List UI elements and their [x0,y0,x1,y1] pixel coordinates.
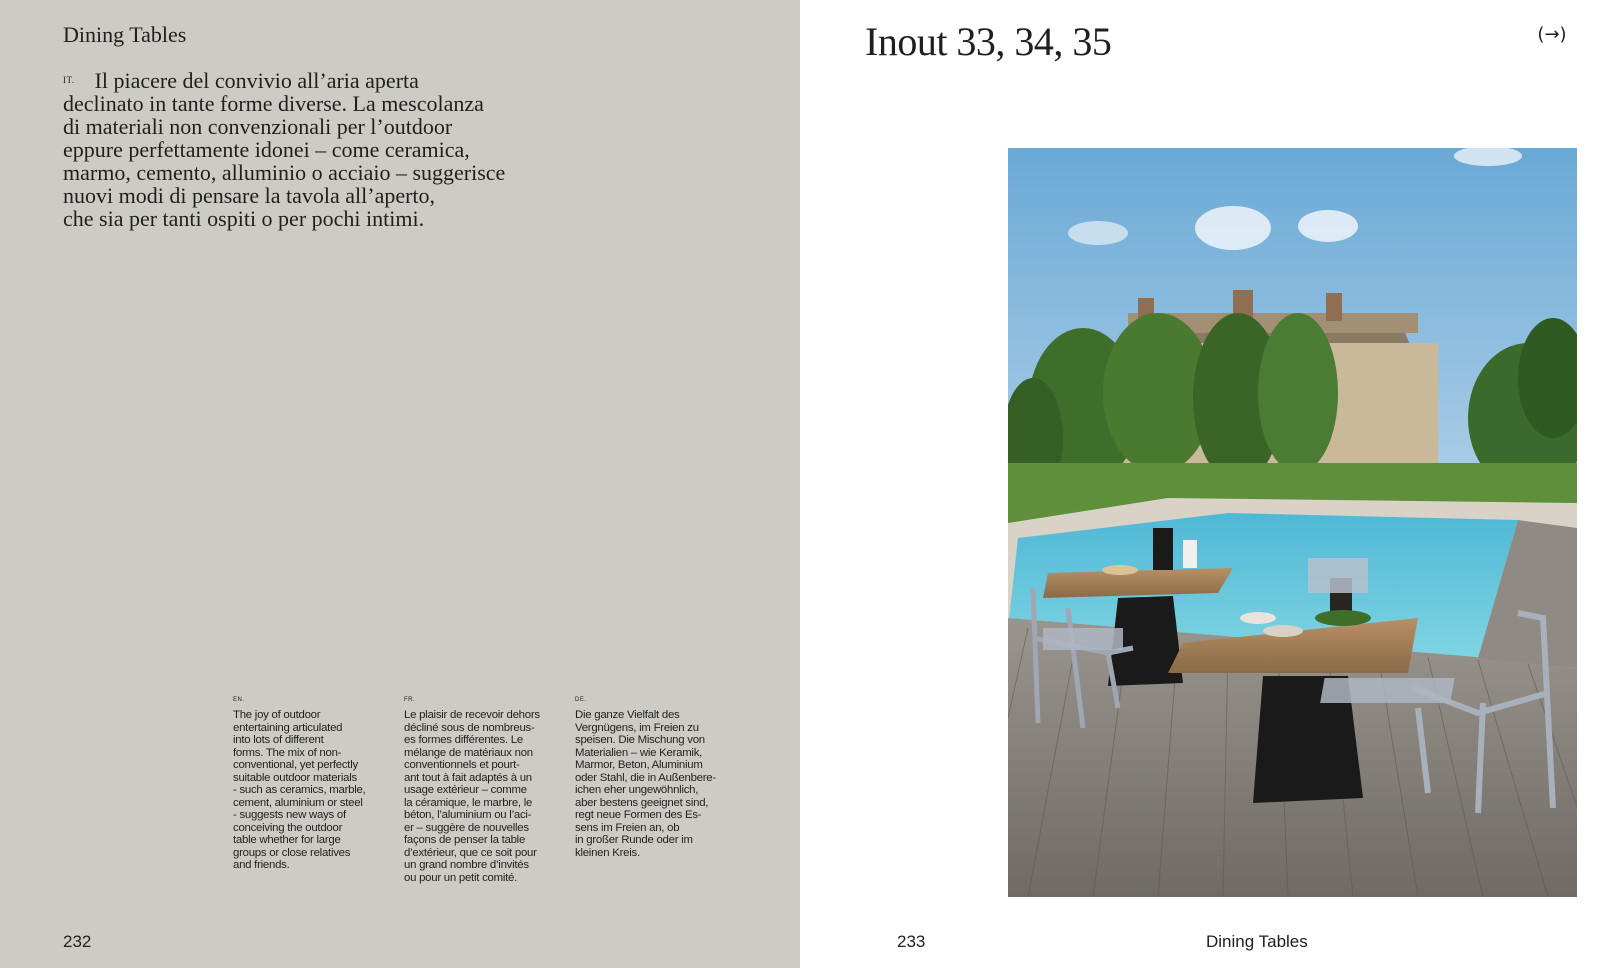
english-column [233,696,398,872]
lang-tag-en: EN. [233,697,245,703]
english-line: into lots of different [233,734,324,746]
german-line: oder Stahl, die in Außenbere- [575,771,716,784]
german-line: regt neue Formen des Es- [575,809,702,821]
italian-line: nuovi modi di pensare la tavola all’aperto, [63,183,436,208]
footer-title: Dining Tables [1206,932,1308,951]
french-line: la céramique, le marbre, le [404,796,533,809]
english-line: table whether for large [233,834,341,846]
next-arrow-icon[interactable]: (→) [1537,24,1567,45]
english-line: entertaining articulated [233,721,343,734]
french-line: es formes différentes. Le [404,734,523,746]
english-line: suitable outdoor materials [233,771,357,784]
german-line: Vergnügens, im Freien zu [575,721,699,734]
italian-paragraph [63,69,583,230]
english-line: forms. The mix of non- [233,746,342,759]
page-number-right: 233 [897,932,926,951]
page-number-left: 232 [63,932,92,951]
french-line: usage extérieur – comme [404,784,527,796]
english-line: - suggests new ways of [233,809,346,821]
french-line: un grand nombre d’invités [404,859,529,871]
german-line: sens im Freien an, ob [575,821,680,834]
product-title: Inout 33, 34, 35 [865,19,1112,64]
italian-line: di materiali non convenzionali per l’outdoor [63,114,453,139]
lang-tag-de: DE. [575,697,587,703]
german-line: in großer Runde oder im [575,834,693,846]
italian-line: eppure perfettamente idonei – come ceramica, [63,137,470,162]
italian-line: $^{IT.}$ Il piacere del convivio all’aria aperta [63,68,419,93]
english-line: and friends. [233,859,290,871]
german-line: kleinen Kreis. [575,846,640,859]
left-page [0,0,800,968]
outdoor-dining-photo [1008,148,1577,897]
french-line: ou pour un petit comité. [404,871,518,884]
french-column [404,696,569,884]
german-line: speisen. Die Mischung von [575,734,705,746]
section-title: Dining Tables [63,22,187,47]
english-line: - such as ceramics, marble, [233,784,366,796]
italian-line: marmo, cemento, alluminio o acciaio – suggerisce [63,160,506,185]
french-line: ant tout à fait adaptés à un [404,771,532,784]
english-line: cement, aluminium or steel [233,796,363,809]
english-line: conventional, yet perfectly [233,759,358,771]
english-line: The joy of outdoor [233,709,321,721]
french-line: façons de penser la table [404,834,526,846]
english-line: conceiving the outdoor [233,821,343,834]
german-line: ichen eher ungewöhnlich, [575,784,699,796]
french-line: décliné sous de nombreus- [404,721,535,734]
german-line: aber bestens geeignet sind, [575,796,709,809]
german-line: Materialien – wie Keramik, [575,746,703,759]
german-column [575,696,740,859]
french-line: conventionnels et pourt- [404,759,520,771]
french-line: mélange de matériaux non [404,746,533,759]
italian-line: che sia per tanti ospiti o per pochi intimi. [63,206,425,231]
german-line: Die ganze Vielfalt des [575,709,680,721]
french-line: béton, l’aluminium ou l’aci- [404,809,532,821]
lang-tag-it: IT. [63,75,75,85]
french-line: er – suggère de nouvelles [404,821,529,834]
french-line: Le plaisir de recevoir dehors [404,709,540,721]
german-line: Marmor, Beton, Aluminium [575,759,703,771]
english-line: groups or close relatives [233,846,351,859]
french-line: d’extérieur, que ce soit pour [404,846,537,859]
italian-line: declinato in tante forme diverse. La mescolanza [63,91,484,116]
lang-tag-fr: FR. [404,697,416,703]
